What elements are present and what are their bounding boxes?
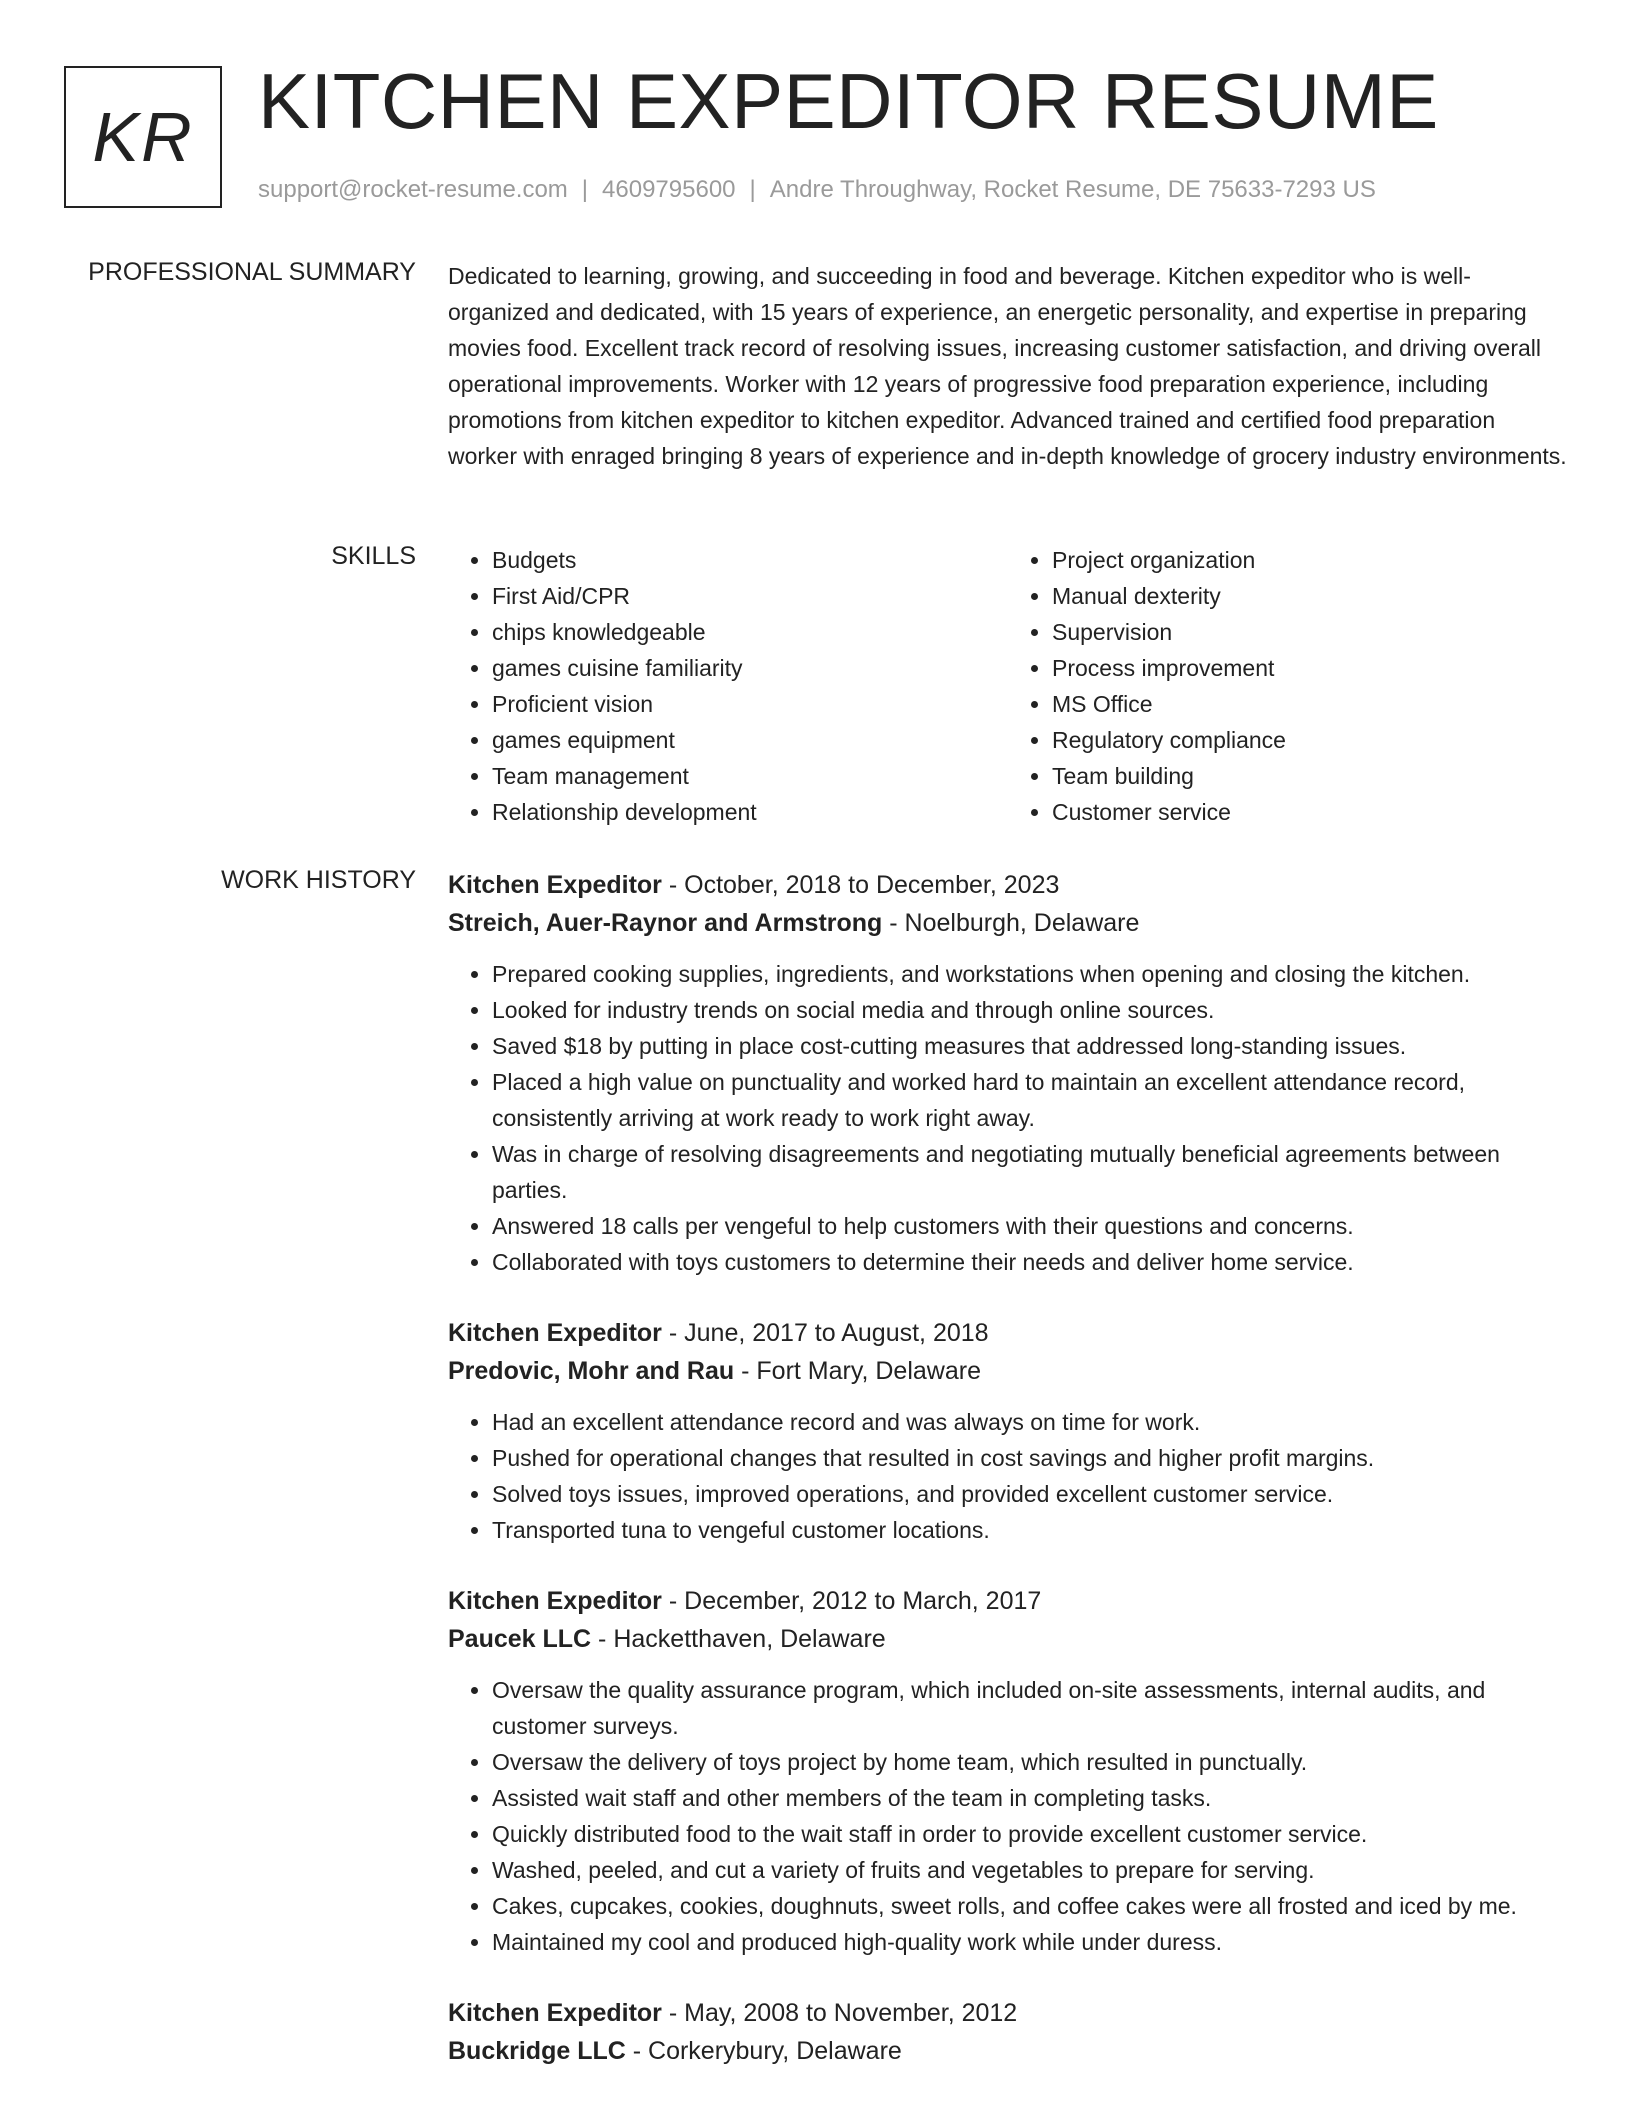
job-company-line (448, 1352, 1568, 1390)
job-dash: - (661, 1587, 685, 1615)
job-dates: December, 2012 to March, 2017 (684, 1587, 1042, 1615)
job-dash: - (625, 2037, 649, 2065)
job-title-line (448, 1314, 1568, 1352)
list-item: • First Aid/CPR (492, 578, 1008, 614)
job-location: Fort Mary, Delaware (756, 1357, 981, 1385)
job-bullets (448, 1672, 1568, 1960)
contact-line (258, 176, 1376, 204)
job-company-line (448, 1620, 1568, 1658)
job-dates: June, 2017 to August, 2018 (684, 1319, 989, 1347)
work-history-heading: WORK HISTORY (221, 866, 416, 894)
job-company-line (448, 2032, 1568, 2070)
list-item: • Supervision (1052, 614, 1568, 650)
list-item: • Placed a high value on punctuality and worked hard to maintain an excellent attendance record, consistently arriving at work ready to work right away. (492, 1064, 1568, 1136)
job-dash: - (882, 909, 905, 937)
job-location: Corkerybury, Delaware (648, 2037, 902, 2065)
list-item: • Answered 18 calls per vengeful to help customers with their questions and concerns. (492, 1208, 1568, 1244)
list-item: • Cakes, cupcakes, cookies, doughnuts, sweet rolls, and coffee cakes were all frosted and iced by me. (492, 1888, 1568, 1924)
job-title: Kitchen Expeditor (448, 1587, 662, 1615)
skills-section (448, 542, 1568, 830)
contact-separator: | (581, 176, 589, 203)
job-company: Paucek LLC (448, 1625, 592, 1653)
skills-list-right (1008, 542, 1568, 830)
job-bullets (448, 956, 1568, 1280)
page-title: KITCHEN EXPEDITOR RESUME (258, 57, 1439, 145)
job-title-line (448, 1994, 1568, 2032)
list-item: • Project organization (1052, 542, 1568, 578)
skills-list-left (448, 542, 1008, 830)
list-item: • Team building (1052, 758, 1568, 794)
contact-phone: 4609795600 (602, 176, 736, 203)
list-item: • Team management (492, 758, 1008, 794)
list-item: • Pushed for operational changes that resulted in cost savings and higher profit margins. (492, 1440, 1568, 1476)
job-company: Streich, Auer-Raynor and Armstrong (448, 909, 883, 937)
summary-text: Dedicated to learning, growing, and succeeding in food and beverage. Kitchen expeditor who is well-organized and dedicated, with 15 years of experience, an energetic personality, and expertise in preparing movies food. Excellent track record of resolving issues, increasing customer satisfaction, and driving overall operational improvements. Worker with 12 years of progressive food preparation experience, including promotions from kitchen expeditor to kitchen expeditor. Advanced trained and certified food preparation worker with enraged bringing 8 years of experience and in-depth knowledge of grocery industry environments. (448, 263, 1567, 469)
job-company: Predovic, Mohr and Rau (448, 1357, 735, 1385)
job-dash: - (734, 1357, 757, 1385)
list-item: • Solved toys issues, improved operations, and provided excellent customer service. (492, 1476, 1568, 1512)
job-bullets (448, 1404, 1568, 1548)
work-history-section (448, 866, 1568, 2104)
job-dash: - (661, 1319, 685, 1347)
job-location: Hacketthaven, Delaware (613, 1625, 886, 1653)
job-dash: - (661, 871, 685, 899)
list-item: • Regulatory compliance (1052, 722, 1568, 758)
list-item: • Oversaw the quality assurance program, which included on-site assessments, internal audits, and customer surveys. (492, 1672, 1568, 1744)
list-item: • Oversaw the delivery of toys project by home team, which resulted in punctually. (492, 1744, 1568, 1780)
list-item: • Relationship development (492, 794, 1008, 830)
job-entry (448, 1314, 1568, 1548)
list-item: • Proficient vision (492, 686, 1008, 722)
summary-heading: PROFESSIONAL SUMMARY (88, 258, 416, 286)
list-item: • MS Office (1052, 686, 1568, 722)
contact-address: Andre Throughway, Rocket Resume, DE 75633-7293 US (769, 176, 1376, 203)
list-item: • Budgets (492, 542, 1008, 578)
contact-separator: | (749, 176, 756, 203)
list-item: • Process improvement (1052, 650, 1568, 686)
job-dash: - (591, 1625, 614, 1653)
list-item: • games equipment (492, 722, 1008, 758)
list-item: • Saved $18 by putting in place cost-cutting measures that addressed long-standing issues. (492, 1028, 1568, 1064)
list-item: • Quickly distributed food to the wait staff in order to provide excellent customer service. (492, 1816, 1568, 1852)
job-title: Kitchen Expeditor (448, 871, 662, 899)
list-item: • Was in charge of resolving disagreements and negotiating mutually beneficial agreements between parties. (492, 1136, 1568, 1208)
skills-heading: SKILLS (331, 542, 416, 570)
job-entry (448, 1582, 1568, 1960)
job-dash: - (661, 1999, 685, 2027)
job-dates: October, 2018 to December, 2023 (684, 871, 1060, 899)
list-item: • Looked for industry trends on social media and through online sources. (492, 992, 1568, 1028)
job-location: Noelburgh, Delaware (904, 909, 1140, 937)
list-item: • Transported tuna to vengeful customer locations. (492, 1512, 1568, 1548)
list-item: • Had an excellent attendance record and was always on time for work. (492, 1404, 1568, 1440)
list-item: • chips knowledgeable (492, 614, 1008, 650)
list-item: • Customer service (1052, 794, 1568, 830)
job-company-line (448, 904, 1568, 942)
list-item: • Assisted wait staff and other members of the team in completing tasks. (492, 1780, 1568, 1816)
job-entry (448, 866, 1568, 1280)
list-item: • Prepared cooking supplies, ingredients, and workstations when opening and closing the kitchen. (492, 956, 1568, 992)
contact-email: support@rocket-resume.com (258, 176, 568, 203)
job-title-line (448, 866, 1568, 904)
list-item: • Manual dexterity (1052, 578, 1568, 614)
job-company: Buckridge LLC (448, 2037, 626, 2065)
job-title: Kitchen Expeditor (448, 1319, 662, 1347)
job-title-line (448, 1582, 1568, 1620)
list-item: • games cuisine familiarity (492, 650, 1008, 686)
list-item: • Collaborated with toys customers to determine their needs and deliver home service. (492, 1244, 1568, 1280)
summary-section (448, 258, 1568, 474)
job-title: Kitchen Expeditor (448, 1999, 662, 2027)
job-dates: May, 2008 to November, 2012 (684, 1999, 1018, 2027)
list-item: • Washed, peeled, and cut a variety of fruits and vegetables to prepare for serving. (492, 1852, 1568, 1888)
monogram-logo: KR (64, 66, 222, 208)
job-entry (448, 1994, 1568, 2070)
list-item: • Maintained my cool and produced high-quality work while under duress. (492, 1924, 1568, 1960)
